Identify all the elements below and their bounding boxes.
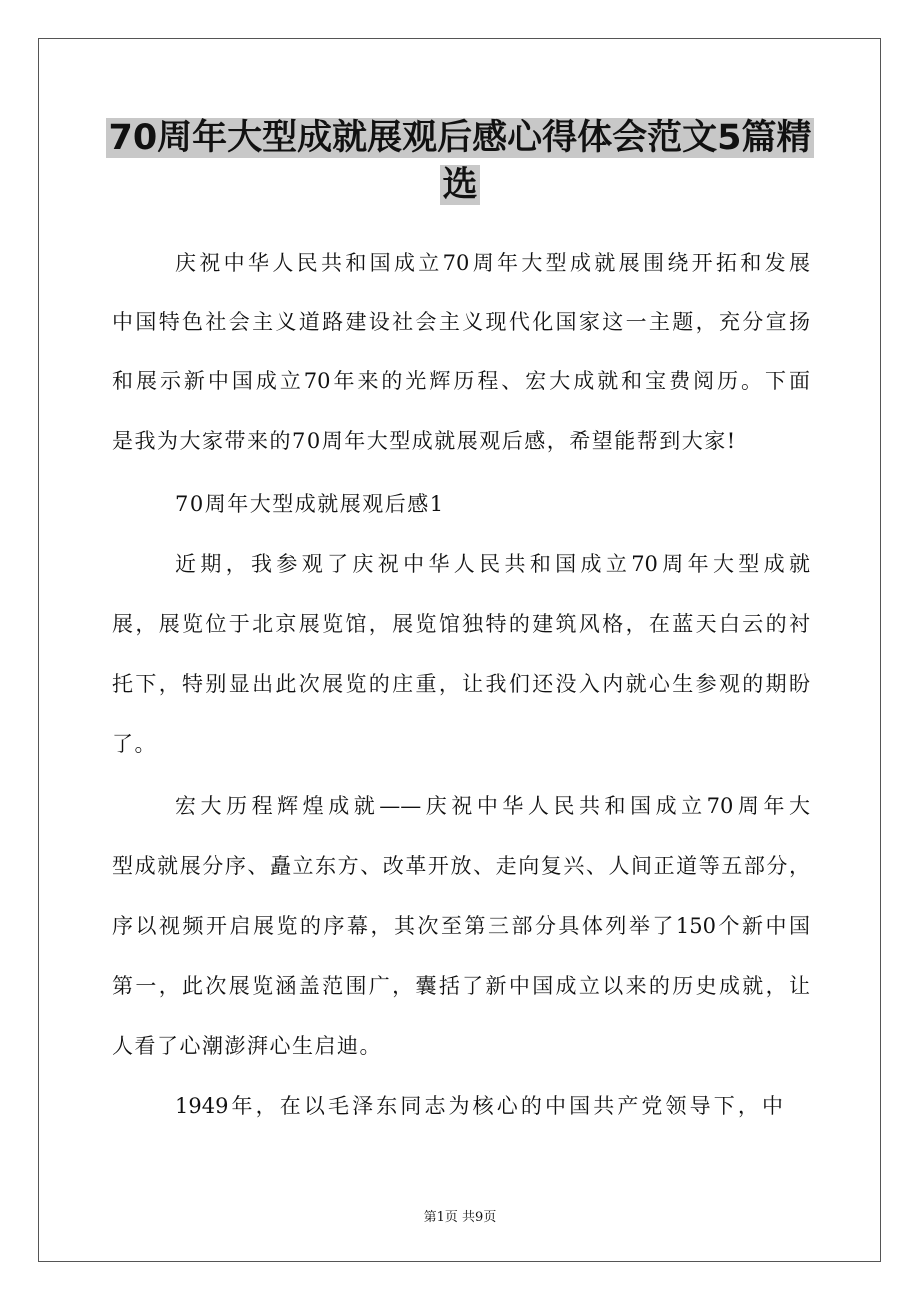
text-line: 是我为大家带来的70周年大型成就展观后感，希望能帮到大家! xyxy=(112,429,737,453)
title-text: 70周年大型成就展观后感心得体会范文5篇精 xyxy=(108,118,812,158)
text-line: 了。 xyxy=(112,732,157,756)
document-title-line-1 xyxy=(0,115,920,161)
text-line: 近期，我参观了庆祝中华人民共和国成立70周年大型成就 xyxy=(175,552,810,576)
text-line: 和展示新中国成立70年来的光辉历程、宏大成就和宝费阅历。下面 xyxy=(112,369,810,393)
page-border xyxy=(38,38,881,1262)
text-line: 人看了心潮澎湃心生启迪。 xyxy=(112,1034,382,1058)
text-line: 托下，特别显出此次展览的庄重，让我们还没入内就心生参观的期盼 xyxy=(112,672,810,696)
document-title-line-2 xyxy=(0,162,920,208)
text-line: 1949年，在以毛泽东同志为核心的中国共产党领导下，中 xyxy=(175,1094,783,1118)
text-line: 中国特色社会主义道路建设社会主义现代化国家这一主题，充分宣扬 xyxy=(112,310,810,334)
text-line: 型成就展分序、矗立东方、改革开放、走向复兴、人间正道等五部分， xyxy=(112,854,810,878)
text-line: 序以视频开启展览的序幕，其次至第三部分具体列举了150个新中国 xyxy=(112,914,810,938)
text-line: 庆祝中华人民共和国成立70周年大型成就展围绕开拓和发展 xyxy=(175,251,810,275)
section-heading: 70周年大型成就展观后感1 xyxy=(175,492,445,516)
page-number-footer: 第1页 共9页 xyxy=(423,1210,497,1225)
text-line: 宏大历程辉煌成就——庆祝中华人民共和国成立70周年大 xyxy=(175,794,810,818)
text-line: 展，展览位于北京展览馆，展览馆独特的建筑风格，在蓝天白云的衬 xyxy=(112,612,810,636)
text-line: 第一，此次展览涵盖范围广，囊括了新中国成立以来的历史成就，让 xyxy=(112,974,810,998)
title-text: 选 xyxy=(442,165,478,205)
